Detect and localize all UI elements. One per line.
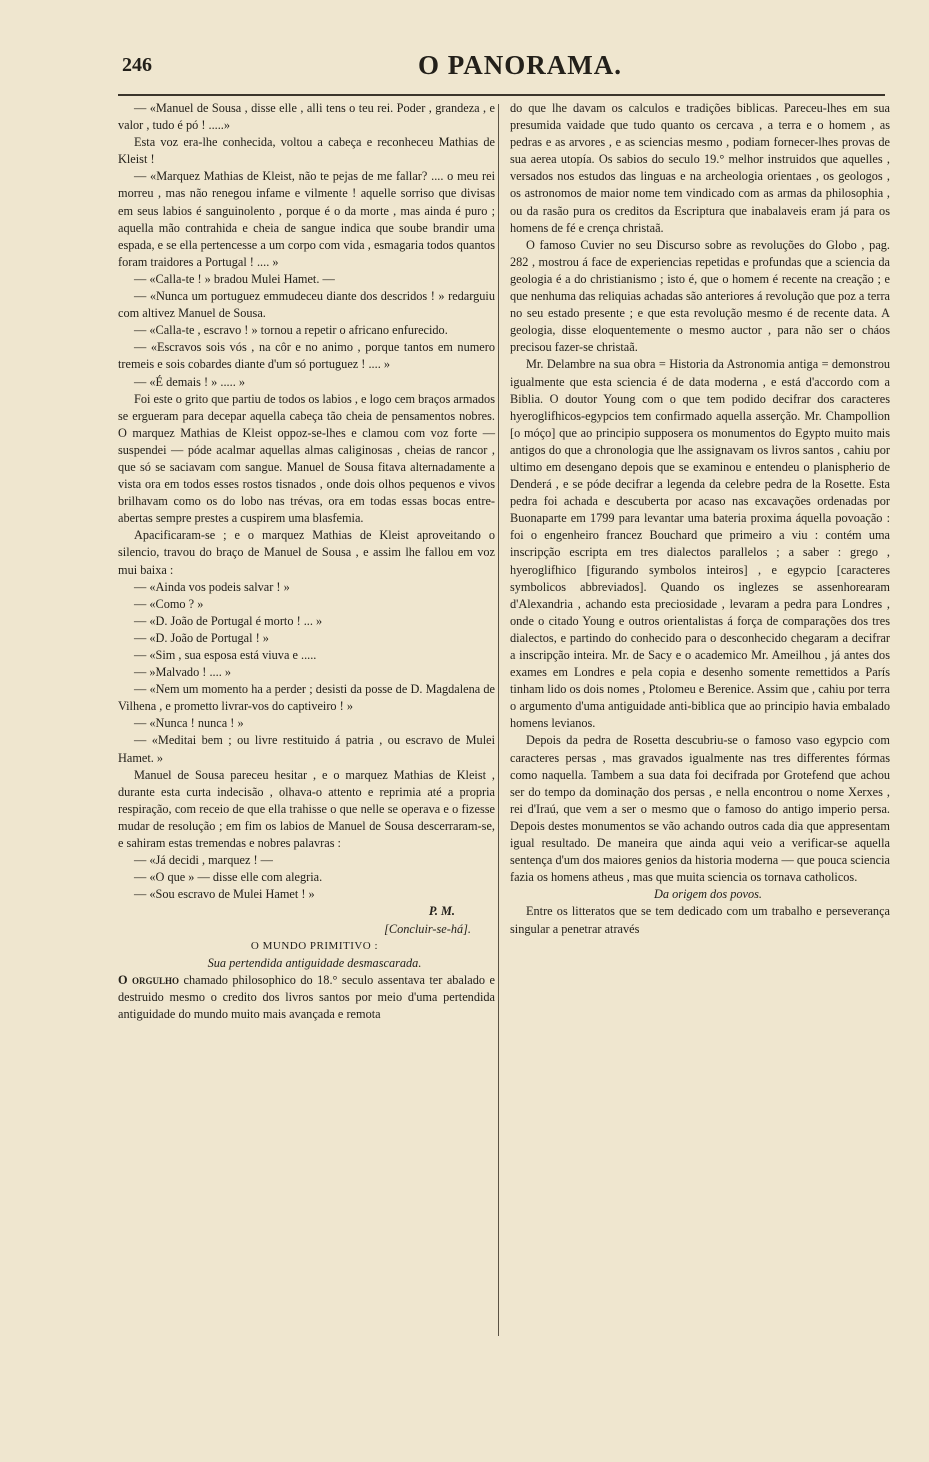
paragraph: Esta voz era-lhe conhecida, voltou a cabeça e reconheceu Mathias de Kleist ! [118, 135, 495, 167]
paragraph: Apacificaram-se ; e o marquez Mathias de Kleist aproveitando o silencio, travou do braço de Manuel de Sousa , e assim lhe fallou em voz mui baixa : [118, 528, 495, 577]
paragraph: — «Calla-te ! » bradou Mulei Hamet. — [134, 271, 335, 286]
paragraph: — «Ainda vos podeis salvar ! » [134, 579, 290, 594]
paragraph: — «Nem um momento ha a perder ; desisti da posse de D. Magdalena de Vilhena , e prometto livrar-vos do captiveiro ! » [118, 682, 495, 714]
section-heading: O MUNDO PRIMITIVO : [250, 939, 379, 952]
paragraph: Mr. Delambre na sua obra = Historia da Astronomia antiga = demonstrou igualmente que esta sciencia é de data moderna , e está d'accordo com a Biblia. O doutor Young com o que tem podido decifrar dos caracteres hyeroglifhicos-egypcios tem confirmado aquella asserção. Mr. Champollion [o móço] que ao principio supposera os monumentos do Egypto muito mais antigos do que a chronologia que lhe assignavam os livros santos , cahiu por ultimo em desengano depois que se examinou e entendeu o planispherio de Denderá , e se póde decifrar a legenda da celebre pedra de la Rosette. Esta pedra foi achada e descuberta por acaso nas excavações ordenadas por Buonaparte em 1799 para levantar uma bateria proxima áquella povoação : foi o engenheiro francez Bouchard que primeiro a viu : contém uma inscripção escripta em tres dialectos parallelos ; a saber : grego , hyeroglifhico [figurando symbolos inteiros] , e egypcio [caracteres symbolicos abbreviados]. Quando os inglezes se assenhorearam d'Alexandria , achando esta preciosidade , levaram a pedra para Londres , onde o citado Young e outros orientalistas á força de comparações dos tres dialectos, e partindo do conhecido para o desconhecido chegaram a decifrar a inscripção inteira. Mr. de Sacy e o academico Mr. Ameilhou , já antes dos exames em Londres e pela copia e desenho somente remettidos a París tinham lido os dois nomes , Ptolomeu e Berenice. Assim que , cahiu por terra o argumento d'uma antiguidade anti-biblica que ao principio havia embalado homens levianos. [510, 357, 890, 731]
paragraph: — «D. João de Portugal é morto ! ... » [134, 613, 323, 628]
paragraph: — «Já decidi , marquez ! — [134, 853, 273, 868]
paragraph: — «Calla-te , escravo ! » tornou a repetir o africano enfurecido. [134, 323, 448, 338]
paragraph: — «Nunca um portuguez emmudeceu diante dos descridos ! » redarguiu com altivez Manuel de Sousa. [118, 289, 495, 321]
section-subtitle: Sua pertendida antiguidade desmascarada. [207, 955, 422, 970]
paragraph [118, 972, 495, 1023]
right-column [510, 100, 890, 938]
left-column [118, 100, 495, 1023]
paragraph: — «O que » — disse elle com alegria. [134, 870, 323, 885]
paragraph: do que lhe davam os calculos e tradições biblicas. Pareceu-lhes em sua presumida vaidade que tudo quanto os cercava , a terra e o homem , as pedras e as arvores , e as sciencias mesmo , podiam fornecer-lhes provas de sua aerea utopía. Os sabios do seculo 19.° melhor instruidos que aquelles , versados nos estudos das linguas e na archeologia orientaes , os geologos , os astronomos de maior nome tem vindicado com as armas da philosophia , ou da rasão pura os creditos da Escriptura que inabalaveis eram já para os homens de fé e crença christaã. [510, 101, 890, 235]
running-title: O PANORAMA. [418, 50, 622, 80]
column-divider [498, 104, 499, 1336]
author-signature: P. M. [428, 904, 455, 919]
paragraph: O famoso Cuvier no seu Discurso sobre as revoluções do Globo , pag. 282 , mostrou á face de experiencias repetidas e profundas que a sciencia da geologia é a do christianismo ; isto é, que o homem é recente na creação ; e que nenhuma das reliquias achadas são anteriores á revolução que poz a terra no seu estado presente ; e que esta revolução mesmo é de recente data. A geologia, disse eloquentemente o mesmo auctor , para não ser o cháos precisou fazer-se christaã. [510, 237, 890, 355]
paragraph: — «Nunca ! nunca ! » [134, 716, 244, 731]
page-header [118, 46, 885, 90]
header-rule [118, 94, 885, 96]
paragraph: Depois da pedra de Rosetta descubriu-se o famoso vaso egypcio com caracteres persas , mas gravados igualmente nas tres differentes fórmas como naquella. Tambem a sua data foi decifrada por Grotefend que achou ser do tempo da dominação dos persas , e nella encontrou o nome Xerxes , rei d'Iraú, que vem a ser o mesmo que o famoso do antigo imperio persa. Depois destes monumentos se vão achando outros cada dia que appresentam igual resultado. De maneira que ainda aqui veio a verificar-se aquella sentença d'um dos maiores genios da historia moderna — que pouca sciencia fazia os homens atheus , mas que muita sciencia os tornava catholicos. [510, 733, 890, 885]
paragraph: Manuel de Sousa pareceu hesitar , e o marquez Mathias de Kleist , durante esta curta indecisão , olhava-o attento e reprimia até a propria respiração, com receio de que ella trahisse o que nelle se operava e o fizesse mudar de resolução ; em fim os labios de Manuel de Sousa descerraram-se, e sahiram estas tremendas e nobres palavras : [118, 767, 495, 851]
paragraph: — «Marquez Mathias de Kleist, não te pejas de me fallar? .... o meu rei morreu , mas não renegou infame e vilmente ! aquelle sorriso que divisas em seus labios é sanguinolento , porque é o da morte , mas ainda é puro ; aquella mão contrahida e cheia de sangue indica que soube brandir uma espada, e se ella pertencesse a um corpo com vida , esmagaria todos quantos foram traidores a Portugal ! .... » [118, 169, 495, 269]
paragraph: — «Escravos sois vós , na côr e no animo , porque tantos em numero tremeis e sois cobardes diante d'um só portuguez ! .... » [118, 340, 495, 372]
paragraph: — »Malvado ! .... » [134, 665, 231, 680]
paragraph-text: chamado philosophico do 18.° seculo assentava ter abalado e destruido mesmo o credito dos livros santos por meio d'uma pertendida antiguidade do mundo muito mais avançada e remota [118, 972, 495, 1021]
subsection-heading: Da origem dos povos. [654, 887, 762, 902]
paragraph: — «É demais ! » ..... » [134, 374, 245, 389]
paragraph: — «D. João de Portugal ! » [134, 630, 269, 645]
paragraph: — «Sim , sua esposa está viuva e ..... [134, 648, 317, 662]
paragraph: Foi este o grito que partiu de todos os labios , e logo cem braços armados se ergueram para decepar aquella cabeça tão cheia de pensamentos nobres. O marquez Mathias de Kleist oppoz-se-lhes e clamou com voz forte — suspendei — póde acalmar aquellas almas caliginosas , cheias de rancor , que só se saciavam com sangue. Manuel de Sousa fitava alternadamente a vista ora em todos esses rostos tisnados , onde dois olhos pequenos e vivos brilhavam como os do lobo nas trévas, ora em todas essas bocas entre-abertas sempre prestes a cuspirem uma blasfemia. [118, 391, 495, 526]
paragraph: — «Meditai bem ; ou livre restituido á patria , ou escravo de Mulei Hamet. » [118, 733, 495, 765]
paragraph: — «Manuel de Sousa , disse elle , alli tens o teu rei. Poder , grandeza , e valor , tudo é pó ! .....» [118, 101, 495, 133]
paragraph: — «Como ? » [134, 596, 204, 611]
to-be-continued-note: [Concluir-se-há]. [384, 921, 471, 936]
lead-words: O orgulho [118, 972, 180, 987]
page-number: 246 [122, 54, 152, 76]
paragraph: Entre os litteratos que se tem dedicado com um trabalho e perseverança singular a penetrar através [510, 904, 890, 936]
paragraph: — «Sou escravo de Mulei Hamet ! » [134, 887, 315, 902]
